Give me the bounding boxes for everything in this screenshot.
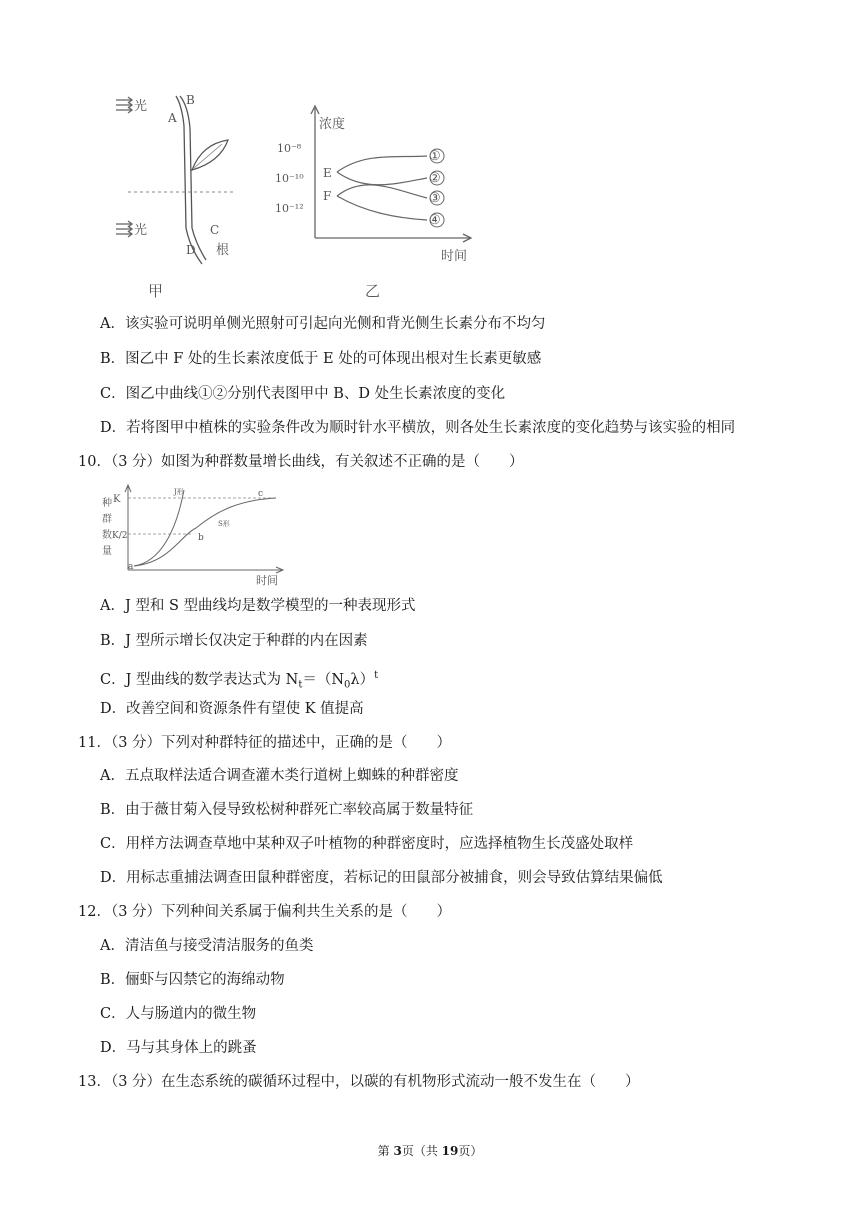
yi-tick-2: 10⁻¹⁰ bbox=[275, 172, 304, 185]
formula-mid-1: ＝（N bbox=[302, 671, 345, 688]
formula-t-sub: t bbox=[298, 679, 303, 691]
footer-page-number: 3 bbox=[393, 1144, 402, 1158]
pop-ylabel-4: 量 bbox=[102, 546, 112, 557]
yi-ylabel: 浓度 bbox=[319, 117, 346, 132]
label-D: D bbox=[186, 243, 196, 257]
figure-yi bbox=[265, 100, 480, 300]
caption-yi: 乙 bbox=[365, 282, 381, 300]
footer-total-pages: 19 bbox=[441, 1144, 459, 1158]
label-F: F bbox=[323, 189, 332, 203]
q12-option-a: A．清洁鱼与接受清洁服务的鱼类 bbox=[100, 938, 314, 954]
pop-K-label: K bbox=[113, 494, 121, 505]
label-A: A bbox=[168, 111, 177, 125]
q11-option-c: C．用样方法调查草地中某种双子叶植物的种群密度时，应选择植物生长茂盛处取样 bbox=[100, 836, 634, 852]
yi-xlabel: 时间 bbox=[441, 249, 468, 264]
q12-option-b: B．俪虾与囚禁它的海绵动物 bbox=[100, 972, 285, 988]
label-C: C bbox=[210, 223, 220, 237]
q10-option-b: B．J 型所示增长仅决定于种群的内在因素 bbox=[100, 633, 368, 649]
pop-c-label: c bbox=[258, 489, 264, 499]
pop-K2-label: K/2 bbox=[112, 531, 128, 541]
q10-stem: 10．（3 分）如图为种群数量增长曲线，有关叙述不正确的是（ ） bbox=[78, 454, 524, 470]
q11-option-b: B．由于薇甘菊入侵导致松树种群死亡率较高属于数量特征 bbox=[100, 802, 474, 818]
q13-stem: 13．（3 分）在生态系统的碳循环过程中，以碳的有机物形式流动一般不发生在（ ） bbox=[78, 1074, 640, 1090]
guang-top-label: 光 bbox=[134, 99, 148, 114]
yi-tick-3: 10⁻¹² bbox=[275, 202, 304, 215]
q12-option-d: D．马与其身体上的跳蚤 bbox=[100, 1040, 257, 1056]
curve-3-label: ③ bbox=[429, 191, 441, 206]
light-arrows-top bbox=[116, 97, 132, 113]
label-E: E bbox=[323, 166, 332, 180]
footer-post: 页） bbox=[458, 1144, 483, 1158]
formula-mid-2: λ） bbox=[350, 671, 375, 688]
pop-ylabel-3: 数 bbox=[102, 530, 112, 541]
pop-ylabel-2: 群 bbox=[102, 514, 112, 525]
q11-stem: 11．（3 分）下列对种群特征的描述中，正确的是（ ） bbox=[78, 735, 452, 751]
yi-tick-1: 10⁻⁸ bbox=[277, 142, 302, 155]
q10-option-d: D．改善空间和资源条件有望使 K 值提高 bbox=[100, 701, 364, 717]
figure-jia bbox=[110, 88, 250, 298]
q12-option-c: C．人与肠道内的微生物 bbox=[100, 1006, 257, 1022]
guang-bottom-label: 光 bbox=[134, 223, 148, 238]
pop-ylabel-1: 种 bbox=[102, 498, 112, 509]
q11-option-d: D．用标志重捕法调查田鼠种群密度，若标记的田鼠部分被捕食，则会导致估算结果偏低 bbox=[100, 870, 663, 886]
gen-label: 根 bbox=[216, 243, 230, 258]
q9-option-d: D．若将图甲中植株的实验条件改为顺时针水平横放，则各处生长素浓度的变化趋势与该实验的相同 bbox=[100, 420, 736, 436]
pop-S-label: S形 bbox=[218, 520, 230, 528]
pop-xlabel: 时间 bbox=[256, 574, 278, 586]
q9-option-b: B．图乙中 F 处的生长素浓度低于 E 处的可体现出根对生长素更敏感 bbox=[100, 351, 542, 367]
footer-mid: 页（共 bbox=[401, 1144, 442, 1158]
q9-option-a: A．该实验可说明单侧光照射可引起向光侧和背光侧生长素分布不均匀 bbox=[100, 316, 546, 332]
formula-N: N bbox=[285, 671, 299, 688]
q10-option-c-text: C．J 型曲线的数学表达式为 bbox=[100, 671, 286, 688]
q10-option-c bbox=[100, 666, 378, 696]
footer-pre: 第 bbox=[377, 1144, 394, 1158]
pop-a-label: a bbox=[128, 562, 134, 572]
figure-population-growth bbox=[100, 482, 290, 586]
formula-0-sub: 0 bbox=[344, 679, 351, 691]
q10-option-a: A．J 型和 S 型曲线均是数学模型的一种表现形式 bbox=[100, 598, 416, 614]
page-footer bbox=[0, 1142, 860, 1159]
pop-J-label: J形 bbox=[174, 488, 184, 496]
label-B: B bbox=[186, 93, 195, 107]
caption-jia: 甲 bbox=[148, 282, 164, 298]
q12-stem: 12．（3 分）下列种间关系属于偏利共生关系的是（ ） bbox=[78, 904, 452, 920]
q11-option-a: A．五点取样法适合调查灌木类行道树上蜘蛛的种群密度 bbox=[100, 768, 459, 784]
curve-4-label: ④ bbox=[429, 213, 441, 228]
formula-t-sup: t bbox=[374, 670, 379, 681]
curve-2-label: ② bbox=[429, 171, 441, 186]
curve-1-label: ① bbox=[429, 149, 441, 164]
pop-b-label: b bbox=[198, 533, 204, 543]
q9-option-c: C．图乙中曲线①②分别代表图甲中 B、D 处生长素浓度的变化 bbox=[100, 386, 506, 402]
light-arrows-bottom bbox=[116, 221, 132, 237]
